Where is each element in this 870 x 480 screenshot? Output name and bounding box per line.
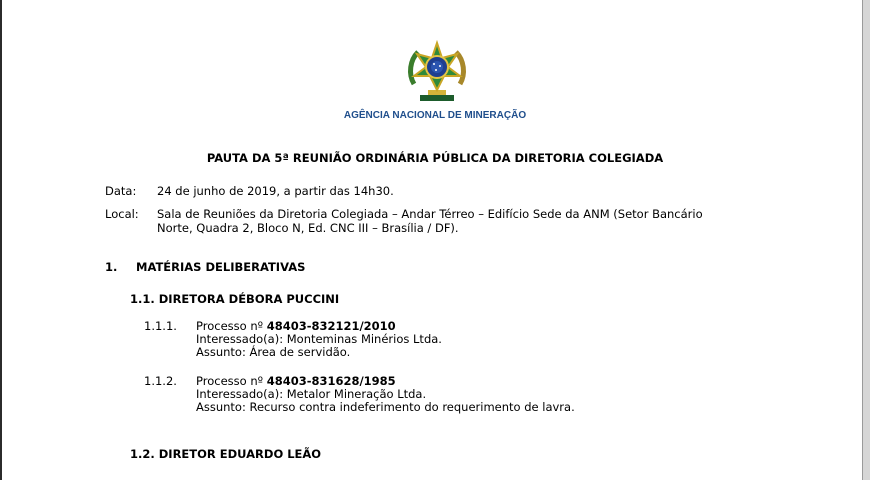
assunto-line: Assunto: Recurso contra indeferimento do requerimento de lavra.	[196, 400, 575, 414]
section-number: 1.	[105, 260, 118, 274]
interessado-line: Interessado(a): Monteminas Minérios Ltda.	[196, 332, 442, 346]
item-body	[196, 320, 442, 359]
local-label: Local:	[105, 207, 139, 221]
process-number: 48403-831628/1985	[266, 374, 396, 388]
viewer-scroll-gutter	[863, 0, 870, 480]
agency-name: AGÊNCIA NACIONAL DE MINERAÇÃO	[343, 110, 527, 121]
item-number: 1.1.1.	[144, 319, 177, 333]
interessado-line: Interessado(a): Metalor Mineração Ltda.	[196, 387, 427, 401]
process-number: 48403-832121/2010	[266, 319, 396, 333]
document-title: PAUTA DA 5ª REUNIÃO ORDINÁRIA PÚBLICA DA DIRETORIA COLEGIADA	[206, 151, 664, 165]
section-title: MATÉRIAS DELIBERATIVAS	[136, 260, 306, 274]
process-prefix: Processo nº	[196, 374, 267, 388]
local-line-2: Norte, Quadra 2, Bloco N, Ed. CNC III – Brasília / DF).	[157, 221, 459, 235]
item-body	[196, 375, 575, 414]
date-label: Data:	[105, 184, 137, 198]
process-prefix: Processo nº	[196, 319, 267, 333]
item-number: 1.1.2.	[144, 374, 177, 388]
local-value	[157, 207, 837, 235]
subsection-heading: 1.2. DIRETOR EDUARDO LEÃO	[130, 447, 322, 461]
brazil-coat-of-arms-icon	[406, 40, 468, 104]
page-left-border	[0, 0, 2, 480]
date-value: 24 de junho de 2019, a partir das 14h30.	[157, 184, 394, 198]
local-line-1: Sala de Reuniões da Diretoria Colegiada – Andar Térreo – Edifício Sede da ANM (Setor Bancário	[157, 207, 703, 221]
subsection-heading: 1.1. DIRETORA DÉBORA PUCCINI	[130, 292, 340, 306]
assunto-line: Assunto: Área de servidão.	[196, 345, 351, 359]
